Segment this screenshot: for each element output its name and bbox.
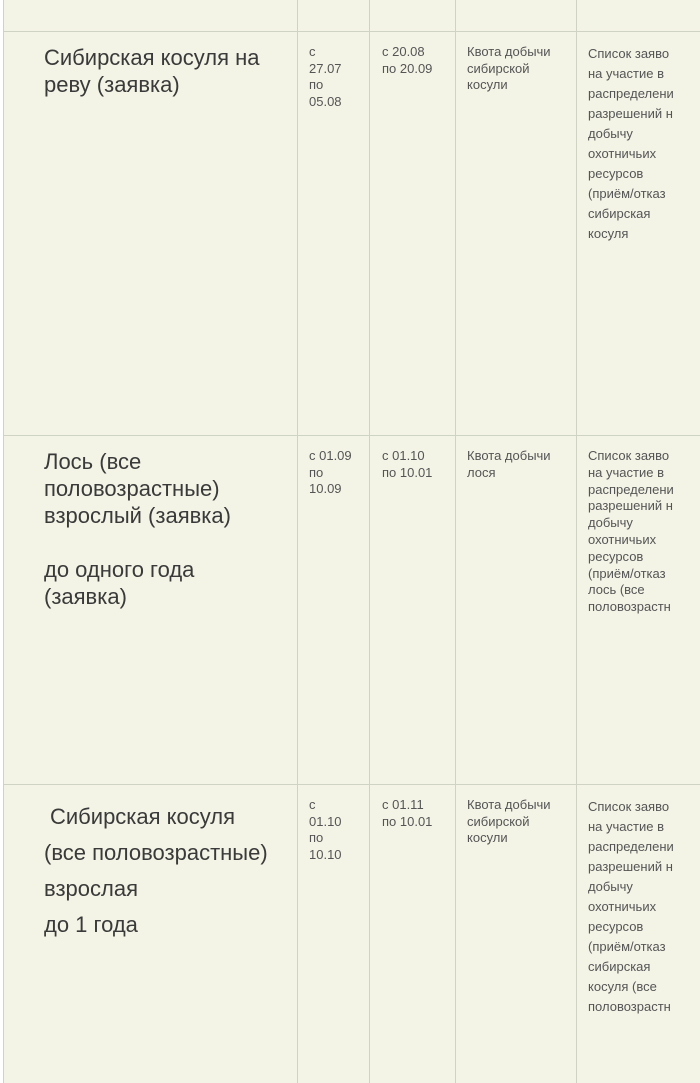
period-text: 10.09 bbox=[309, 481, 342, 496]
list-text: распределени bbox=[588, 481, 674, 497]
table-row bbox=[4, 436, 700, 785]
period-text: с 01.11 bbox=[382, 797, 424, 812]
species-text: взрослый (заявка) bbox=[44, 503, 231, 528]
species-cell bbox=[4, 32, 298, 436]
list-cell bbox=[577, 436, 700, 785]
period-text: 01.10 bbox=[309, 813, 342, 829]
list-text: добычу bbox=[588, 879, 633, 894]
list-text: (приём/отказ bbox=[588, 565, 666, 581]
table-cell bbox=[370, 0, 456, 32]
quota-text: Квота добычи bbox=[467, 797, 551, 812]
species-text: Сибирская косуля bbox=[50, 804, 236, 829]
table-cell bbox=[577, 0, 700, 32]
hunting-permits-table bbox=[3, 0, 700, 1083]
quota-cell bbox=[456, 32, 577, 436]
application-period-cell bbox=[298, 32, 370, 436]
period-text: с 01.10 bbox=[382, 448, 425, 463]
list-text: косуля (все bbox=[588, 979, 657, 994]
list-text: (приём/отказ bbox=[588, 186, 666, 201]
quota-text: сибирской bbox=[467, 60, 530, 76]
period-text: 05.08 bbox=[309, 93, 342, 109]
species-cell bbox=[4, 785, 298, 1083]
list-text: на участие в bbox=[588, 819, 664, 834]
list-text: лось (все bbox=[588, 582, 645, 598]
period-text: по 20.09 bbox=[382, 60, 433, 76]
period-text: по bbox=[309, 830, 324, 845]
table-cell bbox=[456, 0, 577, 32]
quota-text: Квота добычи bbox=[467, 448, 551, 463]
period-text: 27.07 bbox=[309, 60, 342, 76]
table-row-partial bbox=[4, 0, 700, 32]
list-text: охотничьих bbox=[588, 146, 657, 161]
list-text: Список заяво bbox=[588, 448, 670, 463]
species-text-gap bbox=[44, 529, 289, 556]
period-text: 10.10 bbox=[309, 846, 342, 862]
list-text: охотничьих bbox=[588, 531, 657, 547]
quota-text: сибирской bbox=[467, 813, 530, 829]
period-text: по bbox=[309, 464, 324, 480]
list-text: косуля bbox=[588, 226, 629, 241]
species-text: (все половозрастные) bbox=[44, 840, 268, 865]
list-text: на участие в bbox=[588, 464, 664, 480]
quota-text: лося bbox=[467, 464, 496, 480]
list-text: разрешений н bbox=[588, 859, 673, 874]
list-text: на участие в bbox=[588, 66, 664, 81]
species-text: половозрастные) bbox=[44, 476, 220, 501]
quota-text: Квота добычи bbox=[467, 44, 551, 59]
period-text: по bbox=[309, 77, 324, 92]
list-text: охотничьих bbox=[588, 899, 657, 914]
period-text: с 01.09 bbox=[309, 448, 352, 463]
table-cell bbox=[298, 0, 370, 32]
species-cell bbox=[4, 436, 298, 785]
list-text: разрешений н bbox=[588, 106, 673, 121]
list-text: распределени bbox=[588, 839, 674, 854]
species-text: до 1 года bbox=[44, 912, 138, 937]
list-text: сибирская bbox=[588, 959, 651, 974]
species-text: реву (заявка) bbox=[44, 72, 180, 97]
table-row bbox=[4, 32, 700, 436]
list-text: половозрастн bbox=[588, 999, 671, 1014]
list-text: сибирская bbox=[588, 206, 651, 221]
list-text: распределени bbox=[588, 86, 674, 101]
species-text: Сибирская косуля на bbox=[44, 45, 260, 70]
application-period-cell bbox=[298, 436, 370, 785]
list-text: Список заяво bbox=[588, 46, 670, 61]
list-text: разрешений н bbox=[588, 498, 673, 514]
species-text: Лось (все bbox=[44, 449, 142, 474]
period-text: с 20.08 bbox=[382, 44, 425, 59]
list-cell bbox=[577, 32, 700, 436]
list-cell bbox=[577, 785, 700, 1083]
list-text: Список заяво bbox=[588, 799, 670, 814]
hunting-period-cell bbox=[370, 32, 456, 436]
species-text: взрослая bbox=[44, 876, 138, 901]
quota-cell bbox=[456, 785, 577, 1083]
list-text: ресурсов bbox=[588, 919, 644, 934]
quota-text: косули bbox=[467, 77, 508, 92]
hunting-period-cell bbox=[370, 785, 456, 1083]
species-text: до одного года bbox=[44, 557, 195, 582]
list-text: (приём/отказ bbox=[588, 939, 666, 954]
quota-text: косули bbox=[467, 830, 508, 845]
period-text: с bbox=[309, 797, 316, 812]
period-text: с bbox=[309, 44, 316, 59]
species-text: (заявка) bbox=[44, 584, 127, 609]
period-text: по 10.01 bbox=[382, 813, 433, 829]
list-text: добычу bbox=[588, 515, 633, 531]
table-cell bbox=[4, 0, 298, 32]
list-text: ресурсов bbox=[588, 166, 644, 181]
hunting-period-cell bbox=[370, 436, 456, 785]
period-text: по 10.01 bbox=[382, 464, 433, 480]
table-row bbox=[4, 785, 700, 1083]
list-text: ресурсов bbox=[588, 548, 644, 564]
list-text: половозрастн bbox=[588, 599, 671, 615]
application-period-cell bbox=[298, 785, 370, 1083]
quota-cell bbox=[456, 436, 577, 785]
list-text: добычу bbox=[588, 126, 633, 141]
